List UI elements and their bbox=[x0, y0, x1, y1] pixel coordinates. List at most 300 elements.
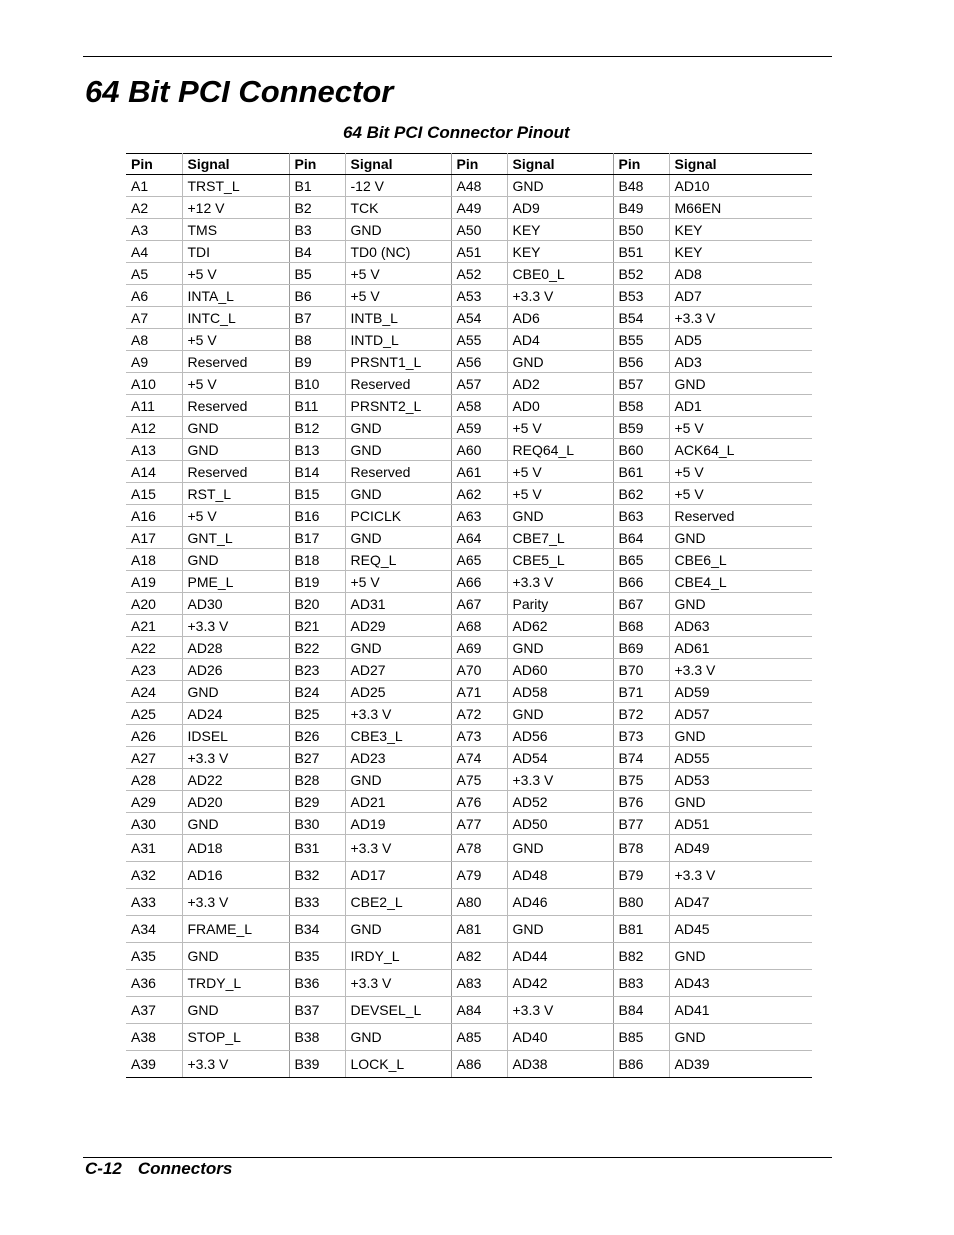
signal-cell: +3.3 V bbox=[345, 835, 451, 862]
signal-cell: +5 V bbox=[507, 417, 613, 439]
pin-cell: B28 bbox=[289, 769, 345, 791]
pin-cell: B59 bbox=[613, 417, 669, 439]
pin-cell: A65 bbox=[451, 549, 507, 571]
signal-cell: Reserved bbox=[345, 461, 451, 483]
signal-cell: GND bbox=[345, 527, 451, 549]
pin-cell: B49 bbox=[613, 197, 669, 219]
signal-cell: GND bbox=[182, 997, 289, 1024]
signal-cell: AD40 bbox=[507, 1024, 613, 1051]
signal-cell: AD57 bbox=[669, 703, 812, 725]
pin-cell: A38 bbox=[126, 1024, 182, 1051]
signal-cell: +3.3 V bbox=[507, 285, 613, 307]
pin-cell: B73 bbox=[613, 725, 669, 747]
signal-cell: GND bbox=[507, 351, 613, 373]
signal-cell: AD21 bbox=[345, 791, 451, 813]
pin-cell: B79 bbox=[613, 862, 669, 889]
signal-cell: AD5 bbox=[669, 329, 812, 351]
pin-cell: B68 bbox=[613, 615, 669, 637]
pin-cell: B71 bbox=[613, 681, 669, 703]
pin-cell: B84 bbox=[613, 997, 669, 1024]
pin-cell: B57 bbox=[613, 373, 669, 395]
pin-cell: A85 bbox=[451, 1024, 507, 1051]
pin-cell: A13 bbox=[126, 439, 182, 461]
signal-cell: GND bbox=[345, 483, 451, 505]
pin-cell: B78 bbox=[613, 835, 669, 862]
header-signal: Signal bbox=[345, 154, 451, 175]
pin-cell: B9 bbox=[289, 351, 345, 373]
signal-cell: CBE3_L bbox=[345, 725, 451, 747]
pin-cell: A67 bbox=[451, 593, 507, 615]
signal-cell: GND bbox=[345, 1024, 451, 1051]
pin-cell: B85 bbox=[613, 1024, 669, 1051]
pin-cell: B63 bbox=[613, 505, 669, 527]
pin-cell: B29 bbox=[289, 791, 345, 813]
pin-cell: A7 bbox=[126, 307, 182, 329]
signal-cell: GND bbox=[669, 373, 812, 395]
pin-cell: A22 bbox=[126, 637, 182, 659]
table-row bbox=[126, 725, 812, 747]
signal-cell: GND bbox=[669, 1024, 812, 1051]
table-row bbox=[126, 461, 812, 483]
pin-cell: A76 bbox=[451, 791, 507, 813]
signal-cell: Reserved bbox=[669, 505, 812, 527]
signal-cell: +5 V bbox=[669, 483, 812, 505]
pin-cell: B33 bbox=[289, 889, 345, 916]
signal-cell: +3.3 V bbox=[669, 862, 812, 889]
pin-cell: A86 bbox=[451, 1051, 507, 1078]
pin-cell: B76 bbox=[613, 791, 669, 813]
signal-cell: Reserved bbox=[345, 373, 451, 395]
pin-cell: B75 bbox=[613, 769, 669, 791]
pin-cell: A58 bbox=[451, 395, 507, 417]
pin-cell: B18 bbox=[289, 549, 345, 571]
pin-cell: A82 bbox=[451, 943, 507, 970]
pin-cell: A8 bbox=[126, 329, 182, 351]
pin-cell: A54 bbox=[451, 307, 507, 329]
signal-cell: +5 V bbox=[669, 461, 812, 483]
pin-cell: A19 bbox=[126, 571, 182, 593]
signal-cell: AD8 bbox=[669, 263, 812, 285]
pin-cell: B26 bbox=[289, 725, 345, 747]
page-title: 64 Bit PCI Connector bbox=[85, 74, 394, 109]
signal-cell: GND bbox=[182, 549, 289, 571]
table-row bbox=[126, 329, 812, 351]
pin-cell: A27 bbox=[126, 747, 182, 769]
signal-cell: KEY bbox=[669, 241, 812, 263]
pin-cell: A66 bbox=[451, 571, 507, 593]
signal-cell: AD25 bbox=[345, 681, 451, 703]
pin-cell: A5 bbox=[126, 263, 182, 285]
signal-cell: AD45 bbox=[669, 916, 812, 943]
pin-cell: B3 bbox=[289, 219, 345, 241]
signal-cell: Parity bbox=[507, 593, 613, 615]
pin-cell: B6 bbox=[289, 285, 345, 307]
signal-cell: AD17 bbox=[345, 862, 451, 889]
table-row bbox=[126, 1024, 812, 1051]
signal-cell: TRST_L bbox=[182, 175, 289, 197]
pin-cell: B32 bbox=[289, 862, 345, 889]
signal-cell: GNT_L bbox=[182, 527, 289, 549]
pin-cell: B66 bbox=[613, 571, 669, 593]
signal-cell: GND bbox=[507, 835, 613, 862]
pin-cell: A4 bbox=[126, 241, 182, 263]
pin-cell: A33 bbox=[126, 889, 182, 916]
signal-cell: AD18 bbox=[182, 835, 289, 862]
pin-cell: A15 bbox=[126, 483, 182, 505]
signal-cell: IDSEL bbox=[182, 725, 289, 747]
pin-cell: A84 bbox=[451, 997, 507, 1024]
pin-cell: B72 bbox=[613, 703, 669, 725]
pin-cell: B19 bbox=[289, 571, 345, 593]
pin-cell: B86 bbox=[613, 1051, 669, 1078]
footer-page-number: C-12 bbox=[85, 1159, 122, 1178]
signal-cell: KEY bbox=[507, 241, 613, 263]
signal-cell: AD41 bbox=[669, 997, 812, 1024]
pin-cell: B30 bbox=[289, 813, 345, 835]
signal-cell: PCICLK bbox=[345, 505, 451, 527]
signal-cell: AD22 bbox=[182, 769, 289, 791]
pin-cell: B8 bbox=[289, 329, 345, 351]
pin-cell: A1 bbox=[126, 175, 182, 197]
pin-cell: B65 bbox=[613, 549, 669, 571]
signal-cell: AD53 bbox=[669, 769, 812, 791]
pin-cell: B11 bbox=[289, 395, 345, 417]
pin-cell: A17 bbox=[126, 527, 182, 549]
signal-cell: DEVSEL_L bbox=[345, 997, 451, 1024]
pin-cell: A21 bbox=[126, 615, 182, 637]
pin-cell: B10 bbox=[289, 373, 345, 395]
signal-cell: AD6 bbox=[507, 307, 613, 329]
pin-cell: A25 bbox=[126, 703, 182, 725]
top-rule bbox=[83, 56, 832, 57]
pin-cell: B77 bbox=[613, 813, 669, 835]
header-pin: Pin bbox=[451, 154, 507, 175]
pin-cell: A61 bbox=[451, 461, 507, 483]
signal-cell: AD23 bbox=[345, 747, 451, 769]
signal-cell: +3.3 V bbox=[507, 769, 613, 791]
pin-cell: B50 bbox=[613, 219, 669, 241]
signal-cell: +5 V bbox=[345, 571, 451, 593]
signal-cell: AD26 bbox=[182, 659, 289, 681]
signal-cell: CBE7_L bbox=[507, 527, 613, 549]
signal-cell: AD59 bbox=[669, 681, 812, 703]
signal-cell: IRDY_L bbox=[345, 943, 451, 970]
pin-cell: B27 bbox=[289, 747, 345, 769]
pin-cell: B12 bbox=[289, 417, 345, 439]
signal-cell: AD54 bbox=[507, 747, 613, 769]
signal-cell: CBE6_L bbox=[669, 549, 812, 571]
table-row bbox=[126, 505, 812, 527]
signal-cell: +3.3 V bbox=[182, 747, 289, 769]
signal-cell: +3.3 V bbox=[182, 889, 289, 916]
signal-cell: CBE0_L bbox=[507, 263, 613, 285]
pin-cell: A60 bbox=[451, 439, 507, 461]
signal-cell: INTA_L bbox=[182, 285, 289, 307]
pin-cell: A70 bbox=[451, 659, 507, 681]
signal-cell: AD43 bbox=[669, 970, 812, 997]
signal-cell: PRSNT2_L bbox=[345, 395, 451, 417]
signal-cell: +3.3 V bbox=[345, 970, 451, 997]
table-row bbox=[126, 307, 812, 329]
pin-cell: B74 bbox=[613, 747, 669, 769]
table-row bbox=[126, 769, 812, 791]
table-row bbox=[126, 835, 812, 862]
signal-cell: GND bbox=[182, 943, 289, 970]
pin-cell: B22 bbox=[289, 637, 345, 659]
table-row bbox=[126, 970, 812, 997]
table-row bbox=[126, 943, 812, 970]
header-pin: Pin bbox=[126, 154, 182, 175]
pin-cell: B62 bbox=[613, 483, 669, 505]
pin-cell: A72 bbox=[451, 703, 507, 725]
pin-cell: B1 bbox=[289, 175, 345, 197]
pin-cell: A20 bbox=[126, 593, 182, 615]
signal-cell: AD46 bbox=[507, 889, 613, 916]
signal-cell: +3.3 V bbox=[182, 615, 289, 637]
signal-cell: REQ_L bbox=[345, 549, 451, 571]
signal-cell: AD63 bbox=[669, 615, 812, 637]
table-row bbox=[126, 659, 812, 681]
page-footer bbox=[85, 1159, 232, 1179]
pin-cell: A50 bbox=[451, 219, 507, 241]
pin-cell: A36 bbox=[126, 970, 182, 997]
signal-cell: GND bbox=[507, 175, 613, 197]
signal-cell: GND bbox=[182, 439, 289, 461]
signal-cell: AD19 bbox=[345, 813, 451, 835]
pin-cell: A28 bbox=[126, 769, 182, 791]
pin-cell: A35 bbox=[126, 943, 182, 970]
signal-cell: FRAME_L bbox=[182, 916, 289, 943]
signal-cell: AD1 bbox=[669, 395, 812, 417]
table-row bbox=[126, 527, 812, 549]
signal-cell: INTC_L bbox=[182, 307, 289, 329]
pin-cell: B61 bbox=[613, 461, 669, 483]
header-signal: Signal bbox=[182, 154, 289, 175]
signal-cell: AD38 bbox=[507, 1051, 613, 1078]
signal-cell: TD0 (NC) bbox=[345, 241, 451, 263]
table-row bbox=[126, 571, 812, 593]
signal-cell: AD27 bbox=[345, 659, 451, 681]
signal-cell: TCK bbox=[345, 197, 451, 219]
signal-cell: PRSNT1_L bbox=[345, 351, 451, 373]
pin-cell: B35 bbox=[289, 943, 345, 970]
pin-cell: A12 bbox=[126, 417, 182, 439]
signal-cell: GND bbox=[345, 439, 451, 461]
signal-cell: CBE4_L bbox=[669, 571, 812, 593]
signal-cell: AD49 bbox=[669, 835, 812, 862]
table-row bbox=[126, 197, 812, 219]
pin-cell: B13 bbox=[289, 439, 345, 461]
header-signal: Signal bbox=[507, 154, 613, 175]
signal-cell: +5 V bbox=[507, 483, 613, 505]
pin-cell: B16 bbox=[289, 505, 345, 527]
pin-cell: B20 bbox=[289, 593, 345, 615]
pin-cell: B24 bbox=[289, 681, 345, 703]
pin-cell: A69 bbox=[451, 637, 507, 659]
signal-cell: +3.3 V bbox=[507, 997, 613, 1024]
signal-cell: +5 V bbox=[669, 417, 812, 439]
signal-cell: Reserved bbox=[182, 395, 289, 417]
signal-cell: AD29 bbox=[345, 615, 451, 637]
pin-cell: B51 bbox=[613, 241, 669, 263]
signal-cell: +5 V bbox=[345, 263, 451, 285]
pin-cell: B48 bbox=[613, 175, 669, 197]
pin-cell: B38 bbox=[289, 1024, 345, 1051]
signal-cell: AD48 bbox=[507, 862, 613, 889]
signal-cell: INTD_L bbox=[345, 329, 451, 351]
signal-cell: CBE5_L bbox=[507, 549, 613, 571]
signal-cell: STOP_L bbox=[182, 1024, 289, 1051]
signal-cell: ACK64_L bbox=[669, 439, 812, 461]
table-row bbox=[126, 889, 812, 916]
signal-cell: Reserved bbox=[182, 461, 289, 483]
pin-cell: A3 bbox=[126, 219, 182, 241]
signal-cell: GND bbox=[182, 681, 289, 703]
pin-cell: B58 bbox=[613, 395, 669, 417]
signal-cell: AD7 bbox=[669, 285, 812, 307]
signal-cell: AD60 bbox=[507, 659, 613, 681]
signal-cell: +5 V bbox=[182, 329, 289, 351]
pinout-table bbox=[126, 153, 812, 1078]
signal-cell: AD47 bbox=[669, 889, 812, 916]
pin-cell: B15 bbox=[289, 483, 345, 505]
pin-cell: B36 bbox=[289, 970, 345, 997]
signal-cell: +3.3 V bbox=[669, 307, 812, 329]
pin-cell: A6 bbox=[126, 285, 182, 307]
signal-cell: GND bbox=[507, 703, 613, 725]
pin-cell: B17 bbox=[289, 527, 345, 549]
pin-cell: B5 bbox=[289, 263, 345, 285]
table-row bbox=[126, 549, 812, 571]
signal-cell: GND bbox=[345, 637, 451, 659]
pin-cell: A51 bbox=[451, 241, 507, 263]
table-row bbox=[126, 417, 812, 439]
pin-cell: B81 bbox=[613, 916, 669, 943]
signal-cell: -12 V bbox=[345, 175, 451, 197]
pin-cell: B69 bbox=[613, 637, 669, 659]
signal-cell: GND bbox=[669, 791, 812, 813]
signal-cell: GND bbox=[345, 916, 451, 943]
pin-cell: B83 bbox=[613, 970, 669, 997]
pin-cell: B67 bbox=[613, 593, 669, 615]
table-row bbox=[126, 637, 812, 659]
pin-cell: A48 bbox=[451, 175, 507, 197]
table-row bbox=[126, 439, 812, 461]
signal-cell: AD9 bbox=[507, 197, 613, 219]
table-row bbox=[126, 373, 812, 395]
header-signal: Signal bbox=[669, 154, 812, 175]
table-row bbox=[126, 747, 812, 769]
table-row bbox=[126, 615, 812, 637]
table-row bbox=[126, 791, 812, 813]
signal-cell: +5 V bbox=[345, 285, 451, 307]
signal-cell: AD0 bbox=[507, 395, 613, 417]
pin-cell: A52 bbox=[451, 263, 507, 285]
header-pin: Pin bbox=[613, 154, 669, 175]
pin-cell: A64 bbox=[451, 527, 507, 549]
pin-cell: A23 bbox=[126, 659, 182, 681]
pin-cell: A74 bbox=[451, 747, 507, 769]
pin-cell: A29 bbox=[126, 791, 182, 813]
signal-cell: CBE2_L bbox=[345, 889, 451, 916]
signal-cell: AD24 bbox=[182, 703, 289, 725]
table-row bbox=[126, 593, 812, 615]
pinout-table-body bbox=[126, 175, 812, 1078]
table-row bbox=[126, 285, 812, 307]
table-row bbox=[126, 681, 812, 703]
pin-cell: A78 bbox=[451, 835, 507, 862]
pin-cell: A53 bbox=[451, 285, 507, 307]
pin-cell: B37 bbox=[289, 997, 345, 1024]
pin-cell: A32 bbox=[126, 862, 182, 889]
table-row bbox=[126, 703, 812, 725]
table-row bbox=[126, 862, 812, 889]
signal-cell: KEY bbox=[669, 219, 812, 241]
signal-cell: GND bbox=[669, 943, 812, 970]
signal-cell: +3.3 V bbox=[669, 659, 812, 681]
signal-cell: +3.3 V bbox=[182, 1051, 289, 1078]
pin-cell: B7 bbox=[289, 307, 345, 329]
signal-cell: GND bbox=[345, 417, 451, 439]
signal-cell: GND bbox=[507, 637, 613, 659]
header-pin: Pin bbox=[289, 154, 345, 175]
signal-cell: +5 V bbox=[182, 505, 289, 527]
signal-cell: AD3 bbox=[669, 351, 812, 373]
signal-cell: AD51 bbox=[669, 813, 812, 835]
signal-cell: Reserved bbox=[182, 351, 289, 373]
signal-cell: LOCK_L bbox=[345, 1051, 451, 1078]
signal-cell: KEY bbox=[507, 219, 613, 241]
signal-cell: RST_L bbox=[182, 483, 289, 505]
signal-cell: AD4 bbox=[507, 329, 613, 351]
pin-cell: A18 bbox=[126, 549, 182, 571]
pin-cell: A10 bbox=[126, 373, 182, 395]
pin-cell: B70 bbox=[613, 659, 669, 681]
pin-cell: B52 bbox=[613, 263, 669, 285]
signal-cell: AD52 bbox=[507, 791, 613, 813]
signal-cell: +5 V bbox=[507, 461, 613, 483]
table-row bbox=[126, 241, 812, 263]
signal-cell: GND bbox=[345, 219, 451, 241]
pin-cell: A77 bbox=[451, 813, 507, 835]
signal-cell: AD28 bbox=[182, 637, 289, 659]
signal-cell: +5 V bbox=[182, 263, 289, 285]
pin-cell: A24 bbox=[126, 681, 182, 703]
pin-cell: B21 bbox=[289, 615, 345, 637]
pin-cell: A80 bbox=[451, 889, 507, 916]
pin-cell: B64 bbox=[613, 527, 669, 549]
table-row bbox=[126, 219, 812, 241]
pin-cell: A16 bbox=[126, 505, 182, 527]
pin-cell: A26 bbox=[126, 725, 182, 747]
signal-cell: AD20 bbox=[182, 791, 289, 813]
table-row bbox=[126, 916, 812, 943]
pin-cell: B55 bbox=[613, 329, 669, 351]
signal-cell: +12 V bbox=[182, 197, 289, 219]
pin-cell: A31 bbox=[126, 835, 182, 862]
signal-cell: REQ64_L bbox=[507, 439, 613, 461]
pin-cell: A83 bbox=[451, 970, 507, 997]
signal-cell: INTB_L bbox=[345, 307, 451, 329]
signal-cell: AD61 bbox=[669, 637, 812, 659]
signal-cell: AD42 bbox=[507, 970, 613, 997]
pin-cell: A55 bbox=[451, 329, 507, 351]
pin-cell: A62 bbox=[451, 483, 507, 505]
table-row bbox=[126, 483, 812, 505]
pin-cell: A49 bbox=[451, 197, 507, 219]
table-row bbox=[126, 813, 812, 835]
table-row bbox=[126, 263, 812, 285]
